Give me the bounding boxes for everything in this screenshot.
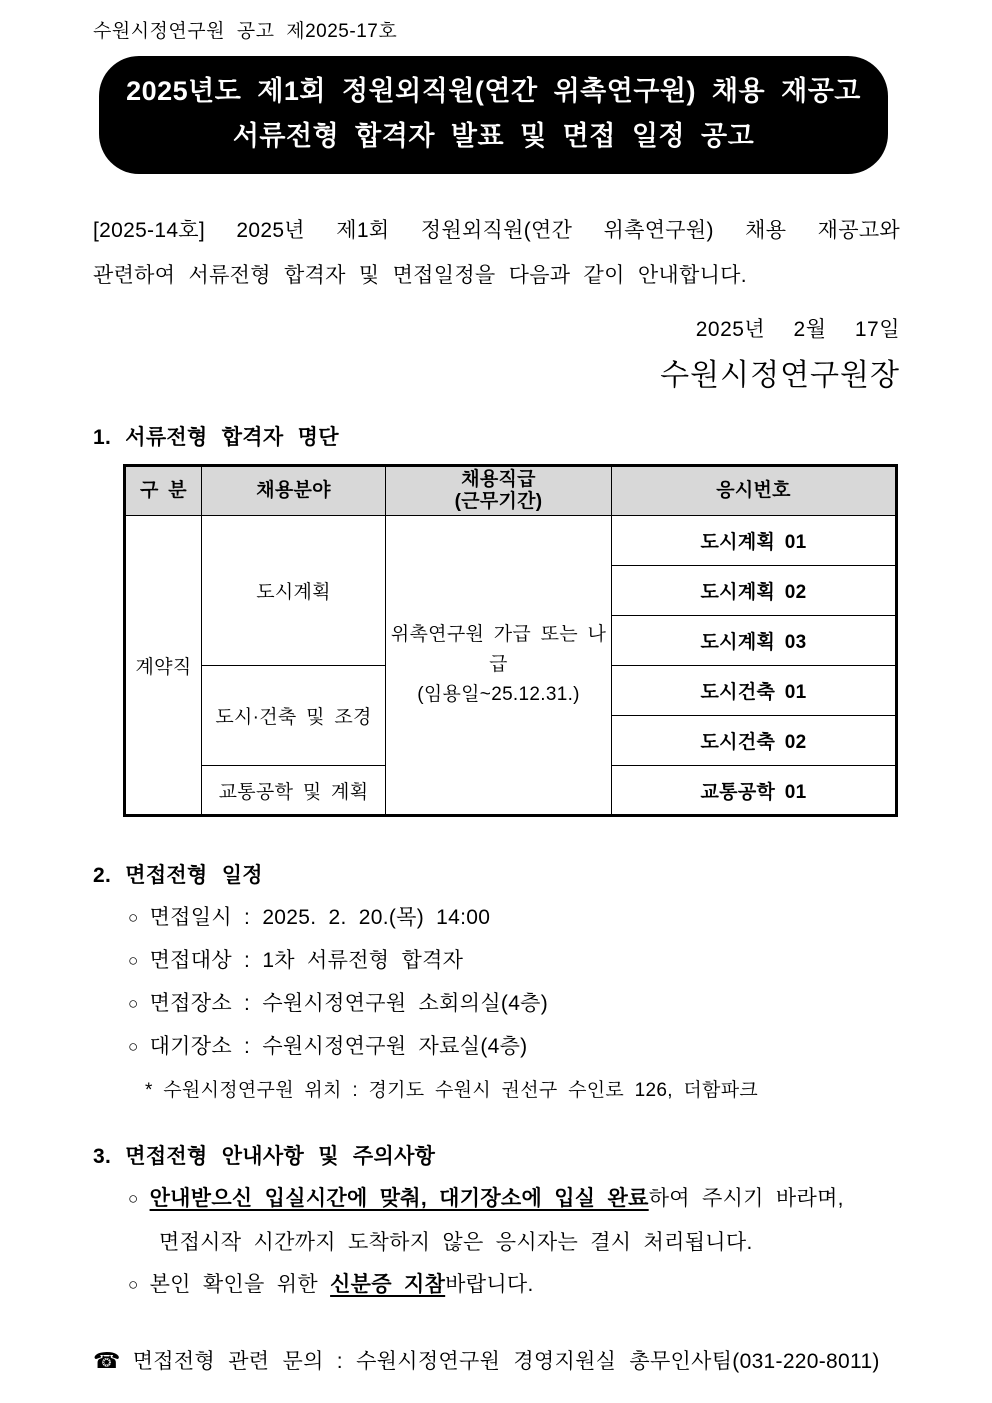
contact-line	[93, 1345, 900, 1375]
pass-list-table	[123, 464, 898, 817]
cell-number-2: 도시계획 02	[612, 566, 897, 616]
doc-number: 수원시정연구원 공고 제2025-17호	[93, 21, 398, 42]
section1-heading: 1. 서류전형 합격자 명단	[93, 426, 339, 449]
cell-number-4: 도시건축 01	[612, 666, 897, 716]
list-item	[93, 1185, 900, 1213]
cell-field-urban-planning: 도시계획	[202, 516, 386, 666]
col-header-number: 응시번호	[612, 466, 897, 516]
section2-heading: 2. 면접전형 일정	[93, 864, 263, 887]
list-item	[93, 904, 900, 932]
cell-gubun: 계약직	[125, 516, 202, 816]
interview-schedule-list	[93, 904, 900, 1061]
interview-target: 면접대상 : 1차 서류전형 합격자	[149, 949, 464, 972]
signer-title: 수원시정연구원장	[660, 359, 900, 392]
title-banner	[99, 56, 888, 174]
grade-line-1: 위촉연구원 가급 또는 나급	[390, 624, 607, 675]
grade-line-2: (임용일~25.12.31.)	[417, 684, 580, 705]
table-row	[125, 516, 897, 566]
announcement-date: 2025년 2월 17일	[695, 318, 900, 341]
title-line-1: 2025년도 제1회 정원외직원(연간 위촉연구원) 채용 재공고	[126, 76, 861, 106]
interview-datetime: 면접일시 : 2025. 2. 20.(목) 14:00	[149, 906, 491, 929]
cell-field-transport: 교통공학 및 계획	[202, 766, 386, 816]
cell-number-6: 교통공학 01	[612, 766, 897, 816]
notice-id-emphasis: 신분증 지참	[330, 1273, 446, 1296]
interview-notice-list	[93, 1185, 900, 1299]
cell-field-architecture: 도시·건축 및 조경	[202, 666, 386, 766]
waiting-place: 대기장소 : 수원시정연구원 자료실(4층)	[149, 1035, 528, 1058]
cell-number-1: 도시계획 01	[612, 516, 897, 566]
list-item	[93, 1033, 900, 1061]
circle-bullet-icon: ○	[128, 1189, 139, 1208]
circle-bullet-icon: ○	[128, 1037, 139, 1056]
table-header-row	[125, 466, 897, 516]
notice-arrival	[150, 1185, 844, 1212]
col-header-grade-line2: (근무기간)	[454, 491, 543, 512]
phone-icon: ☎	[93, 1348, 121, 1373]
col-header-gubun: 구 분	[125, 466, 202, 516]
cell-number-3: 도시계획 03	[612, 616, 897, 666]
cell-number-5: 도시건축 02	[612, 716, 897, 766]
title-line-2: 서류전형 합격자 발표 및 면접 일정 공고	[232, 121, 755, 151]
intro-line-1: [2025-14호] 2025년 제1회 정원외직원(연간 위촉연구원) 채용 재공고와	[93, 219, 900, 242]
location-note: * 수원시정연구원 위치 : 경기도 수원시 권선구 수인로 126, 더함파크	[145, 1080, 759, 1101]
notice-arrival-line2: 면접시작 시간까지 도착하지 않은 응시자는 결시 처리됩니다.	[159, 1231, 753, 1254]
circle-bullet-icon: ○	[128, 908, 139, 927]
col-header-field: 채용분야	[202, 466, 386, 516]
circle-bullet-icon: ○	[128, 994, 139, 1013]
list-item	[93, 1271, 900, 1299]
circle-bullet-icon: ○	[128, 951, 139, 970]
list-item	[93, 990, 900, 1018]
intro-line-2: 관련하여 서류전형 합격자 및 면접일정을 다음과 같이 안내합니다.	[93, 264, 747, 287]
list-item	[93, 947, 900, 975]
notice-arrival-emphasis: 안내받으신 입실시간에 맞춰, 대기장소에 입실 완료	[149, 1187, 649, 1210]
notice-id	[150, 1271, 534, 1298]
interview-place: 면접장소 : 수원시정연구원 소회의실(4층)	[149, 992, 549, 1015]
notice-id-pre: 본인 확인을 위한	[149, 1273, 331, 1296]
intro-paragraph	[93, 208, 900, 298]
circle-bullet-icon: ○	[128, 1275, 139, 1294]
notice-arrival-rest: 하여 주시기 바라며,	[648, 1187, 844, 1210]
cell-grade	[386, 516, 612, 816]
contact-text: 면접전형 관련 문의 : 수원시정연구원 경영지원실 총무인사팀(031-220-8011)	[132, 1350, 880, 1373]
col-header-grade-line1: 채용직급	[461, 469, 536, 490]
col-header-grade	[386, 466, 612, 516]
notice-id-post: 바랍니다.	[445, 1273, 534, 1296]
section3-heading: 3. 면접전형 안내사항 및 주의사항	[93, 1145, 436, 1168]
